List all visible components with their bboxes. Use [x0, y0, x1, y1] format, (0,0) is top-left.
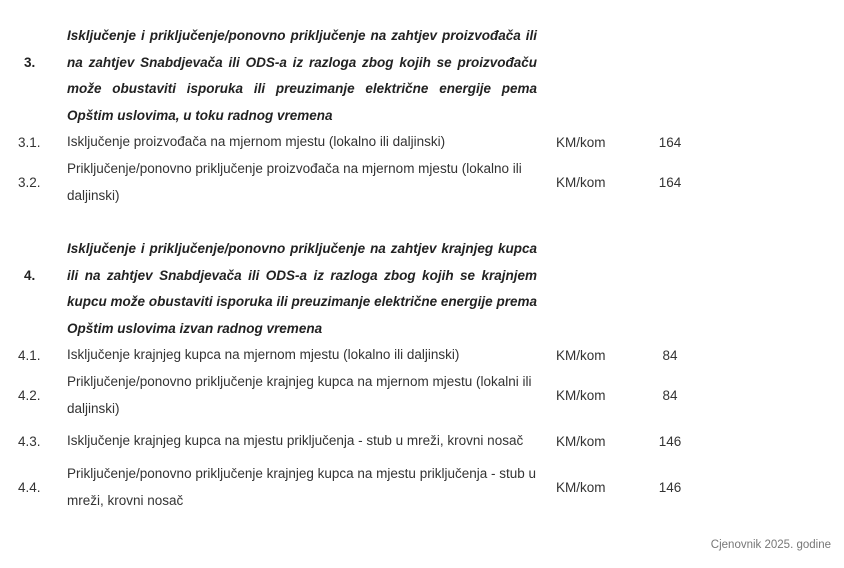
- item-price: 146: [658, 480, 682, 495]
- item-description: Priključenje/ponovno priključenje proizvođača na mjernom mjestu (lokalno ili daljinski): [67, 161, 522, 203]
- item-price: 84: [662, 348, 678, 363]
- section-number: 4.: [24, 268, 36, 283]
- item-unit: KM/kom: [556, 480, 606, 495]
- item-number: 4.4.: [18, 480, 41, 495]
- section-heading: Isključenje i priključenje/ponovno priključenje na zahtjev krajnjeg kupca ili na zahtjev Snabdjevača ili ODS-a iz razloga zbog kojih se krajnjem kupcu može obustaviti isporuka ili preuzimanje električne energije prema Opštim uslovima izvan radnog vremena: [67, 241, 537, 336]
- page-footer: Cjenovnik 2025. godine: [710, 539, 831, 551]
- item-unit: KM/kom: [556, 388, 606, 403]
- item-price: 84: [662, 388, 678, 403]
- item-description: Priključenje/ponovno priključenje krajnjeg kupca na mjestu priključenja - stub u mreži, krovni nosač: [67, 466, 536, 508]
- item-description: Isključenje krajnjeg kupca na mjestu priključenja - stub u mreži, krovni nosač: [67, 433, 524, 448]
- item-unit: KM/kom: [556, 135, 606, 150]
- item-number: 4.3.: [18, 434, 41, 449]
- item-unit: KM/kom: [556, 348, 606, 363]
- item-price: 164: [658, 175, 682, 190]
- item-unit: KM/kom: [556, 175, 606, 190]
- item-number: 4.2.: [18, 388, 41, 403]
- item-description: Isključenje proizvođača na mjernom mjestu (lokalno ili daljinski): [67, 134, 446, 149]
- item-number: 3.1.: [18, 135, 41, 150]
- item-description: Priključenje/ponovno priključenje krajnjeg kupca na mjernom mjestu (lokalni ili daljinski): [67, 374, 532, 416]
- item-number: 4.1.: [18, 348, 41, 363]
- section-heading: Isključenje i priključenje/ponovno priključenje na zahtjev proizvođača ili na zahtjev Snabdjevača ili ODS-a iz razloga zbog kojih se proizvođaču može obustaviti isporuka ili preuzimanje električne energije pema Opštim uslovima, u toku radnog vremena: [67, 28, 537, 123]
- item-number: 3.2.: [18, 175, 41, 190]
- item-description: Isključenje krajnjeg kupca na mjernom mjestu (lokalno ili daljinski): [67, 347, 460, 362]
- item-price: 164: [658, 135, 682, 150]
- section-number: 3.: [24, 55, 36, 70]
- item-price: 146: [658, 434, 682, 449]
- item-unit: KM/kom: [556, 434, 606, 449]
